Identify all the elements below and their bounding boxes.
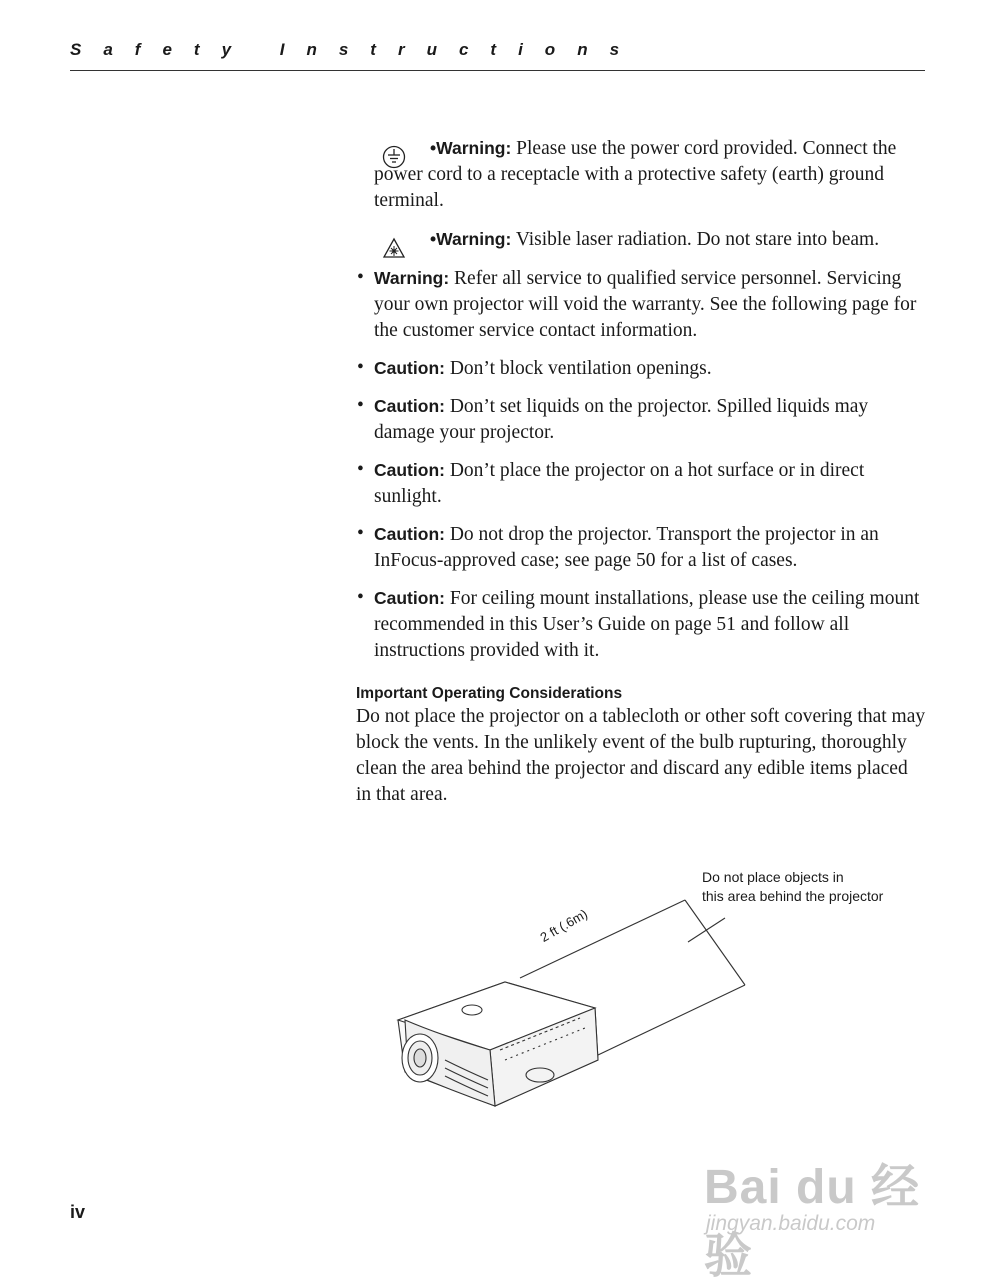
watermark-brand: Bai du 经验 [704,1161,921,1283]
bullet-label: Caution: [374,524,445,544]
bullet-text: Don’t block ventilation openings. [444,358,712,379]
bullet-label: Caution: [374,588,445,608]
symbol-warning-ground [356,135,926,214]
bullet-item: • Caution: Don’t set liquids on the projector. Spilled liquids may damage your projector. [357,395,869,443]
caption-line: this area behind the projector [702,888,884,904]
bullet-text: Do not drop the projector. Transport the projector in an InFocus-approved case; see page 50 for a list of cases. [374,524,879,571]
header-rule [70,70,925,71]
caption-line: Do not place objects in [702,869,844,885]
dimension-label: 2 ft (.6m) [537,906,591,945]
projector-illustration [380,860,940,1160]
baidu-watermark [700,1128,945,1283]
bullet-label: Warning: [374,268,450,288]
lens-core [414,1049,426,1067]
running-header: Safety Instructions [70,40,642,59]
clearance-edge [520,900,685,978]
bullet-text: Don’t place the projector on a hot surface or in direct sunlight. [374,460,865,507]
warning-text: Visible laser radiation. Do not stare into beam. [511,229,880,250]
bullet-label: Caution: [374,358,445,378]
page-number: iv [70,1202,86,1222]
bullet-text: Refer all service to qualified service personnel. Servicing your own projector will void the warranty. See the following page for the customer service contact information. [374,268,917,341]
bullet-item: • Caution: For ceiling mount installations, please use the ceiling mount recommended in this User’s Guide on page 51 and follow all instructions provided with it. [357,587,920,661]
main-content [356,135,926,808]
bullet-label: Caution: [374,460,445,480]
caption-leader [688,918,725,942]
clearance-edge [685,900,745,985]
bullet-item: • Warning: Refer all service to qualified service personnel. Servicing your own projector will void the warranty. See the following page for the customer service contact information. [357,267,917,341]
projector-figure [380,860,940,1160]
watermark-url: jingyan.baidu.com [706,1212,876,1235]
ground-icon [382,145,406,169]
bullet-text: Don’t set liquids on the projector. Spilled liquids may damage your projector. [374,396,869,443]
laser-icon [382,236,406,260]
bullet-item: • Caution: Don’t block ventilation openings. [357,357,712,379]
warning-label: •Warning: [430,229,512,249]
warning-text: Please use the power cord provided. Connect the power cord to a receptacle with a protective safety (earth) ground terminal. [374,138,897,211]
clearance-edge [598,985,745,1055]
bullet-text: For ceiling mount installations, please use the ceiling mount recommended in this User’s Guide on page 51 and follow all instructions provided with it. [374,588,920,661]
warning-label: •Warning: [430,138,512,158]
bullet-item: • Caution: Don’t place the projector on a hot surface or in direct sunlight. [357,459,865,507]
bullet-item: • Caution: Do not drop the projector. Transport the projector in an InFocus-approved case; see page 50 for a list of cases. [357,523,879,571]
section-body: Do not place the projector on a tablecloth or other soft covering that may block the vents. In the unlikely event of the bulb rupturing, thoroughly clean the area behind the projector and discard any edible items placed in that area. [356,706,926,805]
symbol-warning-laser [356,226,926,253]
section-title: Important Operating Considerations [356,685,623,702]
bullet-label: Caution: [374,396,445,416]
